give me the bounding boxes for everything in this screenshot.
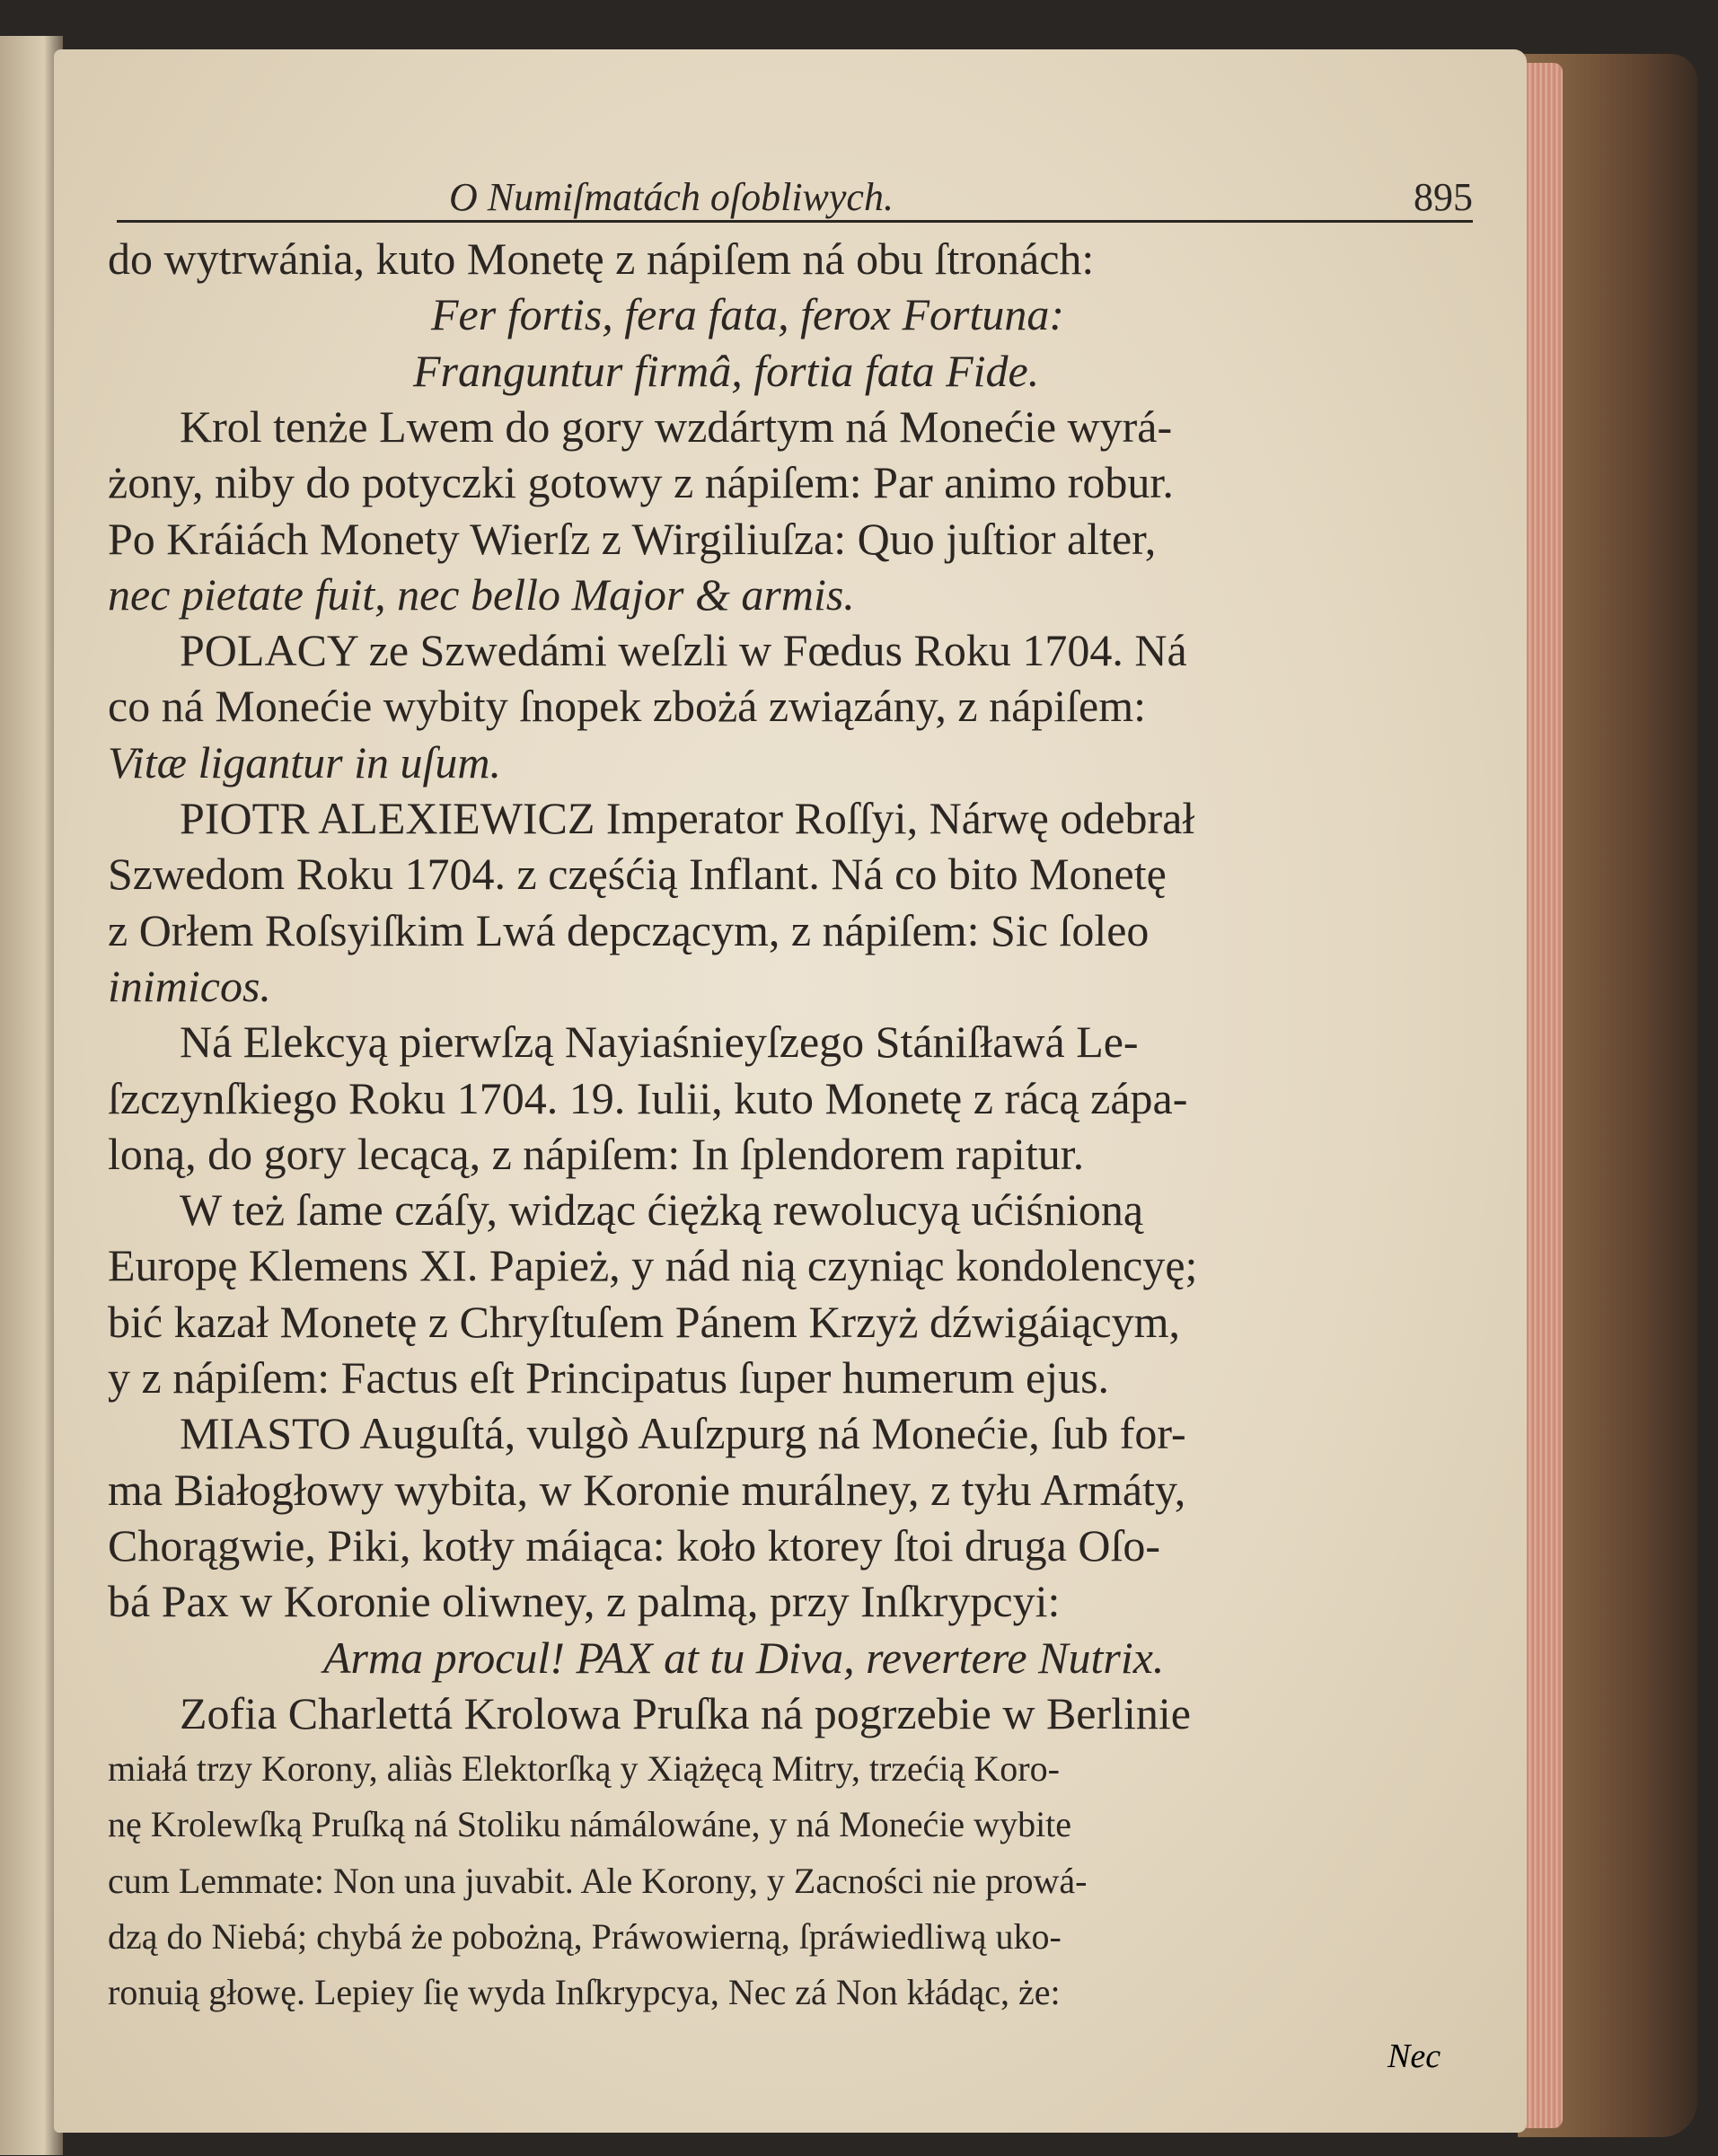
text-line: inimicos. [108,960,271,1011]
text-line: Arma procul! PAX at tu Diva, revertere Nutrix. [323,1632,1165,1683]
text-line: Fer fortis, fera fata, ferox Fortuna: [431,289,1065,340]
page-number: 895 [1414,175,1473,219]
text-line: cum Lemmate: Non una juvabit. Ale Korony, y Zacności nie prowá- [108,1860,1088,1901]
text-line: Chorągwie, Piki, kotły máiąca: koło ktorey ſtoi druga Oſo- [108,1519,1160,1571]
text-line: bić kazał Monetę z Chryſtuſem Pánem Krzyż dźwigáiącym, [108,1296,1181,1347]
text-line: żony, niby do potyczki gotowy z nápiſem: Par animo robur. [108,457,1174,508]
text-line: POLACY ze Szwedámi weſzli w Fœdus Roku 1704. Ná [180,625,1187,676]
text-line: bá Pax w Koronie oliwney, z palmą, przy Inſkrypcyi: [108,1576,1061,1627]
text-line: dzą do Niebá; chybá że pobożną, Práwowierną, ſpráwiedliwą uko- [108,1916,1062,1957]
text-line: Ná Elekcyą pierwſzą Nayiaśnieyſzego Stániſławá Le- [180,1016,1139,1068]
text-line: MIASTO Auguſtá, vulgò Auſzpurg ná Monećie, ſub for- [180,1408,1186,1459]
text-line: Zofia Charlettá Krolowa Pruſka ná pogrzebie w Berlinie [180,1687,1192,1738]
text-line: Europę Klemens XI. Papież, y nád nią czyniąc kondolencyę; [108,1240,1198,1291]
text-line: nę Krolewſką Pruſką ná Stoliku námálowáne, y ná Monećie wybite [108,1804,1072,1845]
running-header [108,169,1473,223]
text-line: ronuią głowę. Lepiey ſię wyda Inſkrypcya, Nec zá Non kłádąc, że: [108,1972,1061,2013]
text-line: z Orłem Roſsyiſkim Lwá depczącym, z nápiſem: Sic ſoleo [108,904,1150,955]
catchword: Nec [1388,2037,1441,2075]
text-line: Vitæ ligantur in uſum. [108,736,501,788]
text-line: Szwedom Roku 1704. z częśćią Inflant. Ná co bito Monetę [108,849,1167,900]
text-line: loną, do gory lecącą, z nápiſem: In ſplendorem rapitur. [108,1128,1085,1179]
text-line: PIOTR ALEXIEWICZ Imperator Roſſyi, Nárwę odebrał [180,793,1195,843]
text-line: Krol tenże Lwem do gory wzdártym ná Monećie wyrá- [180,400,1173,452]
text-line: co ná Monećie wybity ſnopek zbożá związány, z nápiſem: [108,681,1147,732]
text-line: ſzczynſkiego Roku 1704. 19. Iulii, kuto Monetę z rácą zápa- [108,1072,1188,1123]
text-line: do wytrwánia, kuto Monetę z nápiſem ná obu ſtronách: [108,233,1095,284]
header-rule [117,220,1473,223]
text-line: Po Kráiách Monety Wierſz z Wirgiliuſza: Quo juſtior alter, [108,513,1157,564]
text-line: y z nápiſem: Factus eſt Principatus ſuper humerum ejus. [108,1352,1110,1403]
running-title: O Numiſmatách oſobliwych. [449,175,894,219]
text-line: Franguntur firmâ, fortia fata Fide. [413,345,1040,396]
text-line: ma Białogłowy wybita, w Koronie murálney, z tyłu Armáty, [108,1464,1186,1515]
text-line: miałá trzy Korony, aliàs Elektorſką y Xiążęcą Mitry, trzećią Koro- [108,1748,1060,1790]
text-line: nec pietate fuit, nec bello Major & armis. [108,568,855,620]
text-line: W też ſame czáſy, widząc ćiężką rewolucyą ućiśnioną [180,1184,1144,1236]
